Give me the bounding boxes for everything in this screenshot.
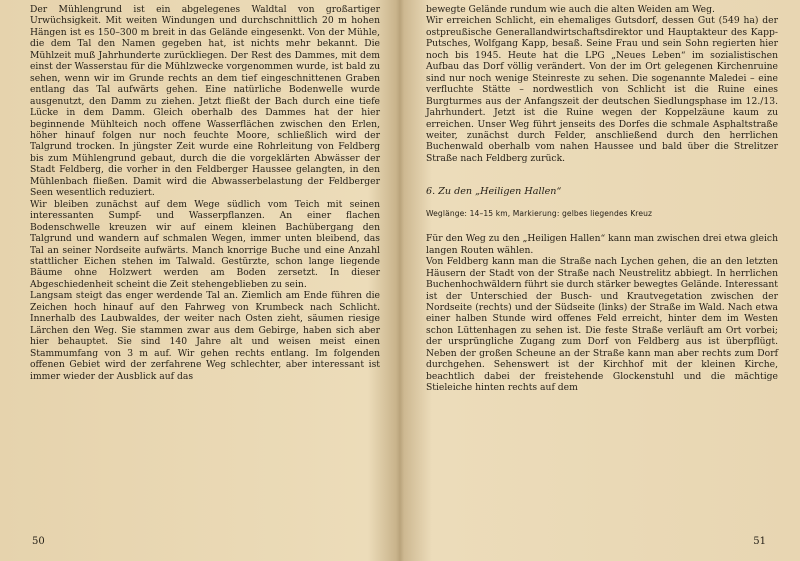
paragraph: bewegte Gelände rundum wie auch die alten Weiden am Weg. (426, 4, 715, 15)
page-number-right: 51 (753, 536, 766, 547)
paragraph: Der Mühlengrund ist ein abgelegenes Waldtal von großartiger Urwüchsigkeit. Mit weiten Windungen und durchschnittlich 20 m hohen Hängen ist es 150–300 m breit in das Gelände eingesenkt. Von der Mühle, die dem Tal den Namen gegeben hat, ist nichts mehr bekannt. Die Mühlzeit muß Jahrhunderte zurückliegen. Der Rest des Dammes, mit dem einst der Wasserstau für die Mühlzwecke vorgenommen wurde, ist bald zu sehen, wenn wir im Grunde rechts an dem tief eingeschnittenen Graben entlang das Tal aufwärts gehen. Eine natürliche Bodenwelle wurde ausgenutzt, den Damm zu ziehen. Jetzt fließt der Bach durch eine tiefe Lücke in dem Damm. Gleich oberhalb des Dammes hat der hier beginnende Mühlteich noch offene Wasserflächen zwischen den Erlen, höher hinauf folgen nur noch feuchte Moore, schließlich wird der Talgrund trocken. In jüngster Zeit wurde eine Rohrleitung von Feldberg bis zum Mühlengrund gebaut, durch die die vorgeklärten Abwässer der Stadt Feldberg, die vorher in den Feldberger Haussee gelangten, in den Mühlenbach fließen. Damit wird die Abwasserbelastung der Feldberger Seen wesentlich reduziert. (30, 4, 380, 199)
paragraph: Von Feldberg kann man die Straße nach Lychen gehen, die an den letzten Häusern der Stadt von der Straße nach Neustrelitz abbiegt. In herrlichen Buchenhochwäldern führt sie durch stärker bewegtes Gelände. Interessant ist der Unterschied der Busch- und Krautvegetation zwischen der Nordseite (rechts) und der Südseite (links) der Straße im Wald. Nach etwa einer halben Stunde wird offenes Feld erreicht, hinter dem im Westen schon Lüttenhagen zu sehen ist. Die feste Straße verläuft am Ort vorbei; der ursprüngliche Zugang zum Dorf von Feldberg aus ist überpflügt. Neben der großen Scheune an der Straße kann man aber rechts zum Dorf durchgehen. Sehenswert ist der Kirchhof mit der kleinen Kirche, beachtlich dabei der freistehende Glockenstuhl und die mächtige Stieleiche hinten rechts auf dem (426, 256, 778, 394)
left-page-text (30, 4, 380, 382)
paragraph: Für den Weg zu den „Heiligen Hallen“ kann man zwischen drei etwa gleich langen Routen wählen. (426, 233, 778, 256)
right-page-text (426, 4, 778, 394)
route-info: Weglänge: 14–15 km, Markierung: gelbes liegendes Kreuz (426, 208, 653, 218)
paragraph: Langsam steigt das enger werdende Tal an. Ziemlich am Ende führen die Zeichen hoch hinauf auf den Fahrweg von Krumbeck nach Schlicht. Innerhalb des Laubwaldes, der weiter nach Osten zieht, säumen riesige Lärchen den Weg. Sie stammen zwar aus dem Gebirge, haben sich aber hier behauptet. Sie sind 140 Jahre alt und weisen meist einen Stammumfang von 3 m auf. Wir gehen rechts entlang. Im folgenden offenen Gebiet wird der zerfahrene Weg schlechter, aber interessant ist immer wieder der Ausblick auf das (30, 290, 380, 382)
paragraph: Wir bleiben zunächst auf dem Wege südlich vom Teich mit seinen interessanten Sumpf- und Wasserpflanzen. An einer flachen Bodenschwelle kreuzen wir auf einem kleinen Bachübergang den Talgrund und wandern auf schmalen Wegen, immer unten bleibend, das Tal an seiner Nordseite aufwärts. Manch knorrige Buche und eine Anzahl stattlicher Eichen stehen im Talwald. Gestürzte, schon lange liegende Bäume ohne Holzwert werden am Boden zersetzt. In dieser Abgeschiedenheit scheint die Zeit stehengeblieben zu sein. (30, 198, 380, 290)
right-page (402, 0, 800, 561)
page-number-left: 50 (32, 536, 45, 547)
paragraph: Wir erreichen Schlicht, ein ehemaliges Gutsdorf, dessen Gut (549 ha) der ostpreußische Generallandwirtschaftsdirektor und Hauptakteur des Kapp-Putsches, Wolfgang Kapp, besaß. Seine Frau und sein Sohn regierten hier noch bis 1945. Heute hat die LPG „Neues Leben“ im sozialistischen Aufbau das Dorf völlig verändert. Von der im Ort gelegenen Kirchenruine sind nur noch wenige Steinreste zu sehen. Die sogenannte Maledei – eine verfluchte Stätte – nordwestlich von Schlicht ist die Ruine eines Burgturmes aus der Anfangszeit der deutschen Siedlungsphase im 12./13. Jahrhundert. Jetzt ist die Ruine wegen der Koppelzäune kaum zu erreichen. Unser Weg führt jenseits des Dorfes die schmale Asphaltstraße weiter, zunächst durch Felder, anschließend durch den herrlichen Buchenwald oberhalb vom nahen Haussee und bald über die Strelitzer Straße nach Feldberg zurück. (426, 15, 778, 164)
section-heading: 6. Zu den „Heiligen Hallen“ (426, 186, 562, 198)
left-page (0, 0, 398, 561)
